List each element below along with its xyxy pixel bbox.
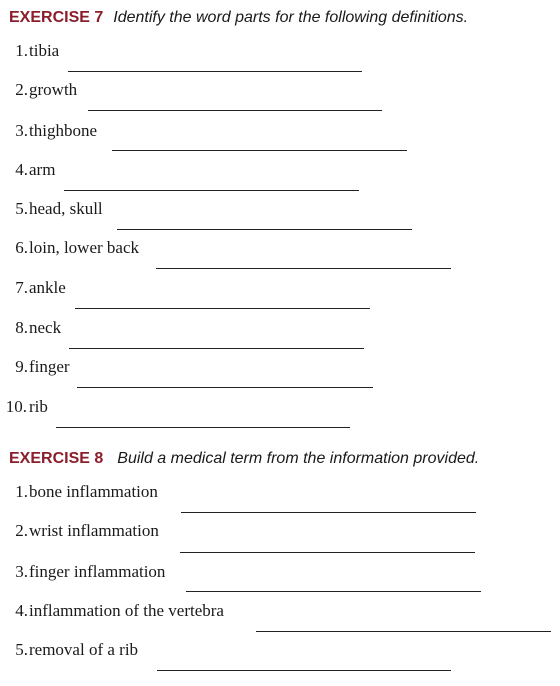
exercise-7-item-9 bbox=[0, 356, 560, 378]
exercise-7-item-2 bbox=[0, 79, 560, 101]
item-prompt: finger inflammation bbox=[29, 562, 166, 581]
item-number: 1. bbox=[15, 41, 28, 60]
answer-blank[interactable] bbox=[256, 631, 551, 632]
answer-blank[interactable] bbox=[181, 512, 476, 513]
exercise-8-item-5 bbox=[0, 639, 560, 661]
item-definition: ankle bbox=[29, 278, 66, 297]
item-number: 2. bbox=[15, 80, 28, 99]
exercise-7-item-5 bbox=[0, 198, 560, 220]
item-definition: arm bbox=[29, 160, 56, 179]
answer-blank[interactable] bbox=[157, 670, 451, 671]
answer-blank[interactable] bbox=[180, 552, 475, 553]
answer-blank[interactable] bbox=[117, 229, 412, 230]
item-number: 10. bbox=[5, 397, 27, 416]
item-number: 7. bbox=[15, 278, 28, 297]
item-definition: growth bbox=[29, 80, 78, 99]
item-number: 9. bbox=[15, 357, 28, 376]
exercise-7-item-6 bbox=[0, 237, 560, 259]
exercise-7-item-7 bbox=[0, 277, 560, 299]
exercise-7-item-3 bbox=[0, 120, 560, 142]
answer-blank[interactable] bbox=[156, 268, 451, 269]
item-number: 4. bbox=[15, 160, 28, 179]
exercise-7-item-4 bbox=[0, 159, 560, 181]
item-definition: finger bbox=[29, 357, 70, 376]
item-prompt: removal of a rib bbox=[29, 640, 139, 659]
exercise-8-item-2 bbox=[0, 520, 560, 542]
exercise-8-item-4 bbox=[0, 600, 560, 622]
item-number: 3. bbox=[15, 121, 28, 140]
exercise-8-heading bbox=[9, 449, 479, 469]
exercise-7-item-1 bbox=[0, 40, 560, 62]
item-number: 2. bbox=[15, 521, 28, 540]
item-definition: thighbone bbox=[29, 121, 97, 140]
item-definition: tibia bbox=[29, 41, 60, 60]
answer-blank[interactable] bbox=[69, 348, 364, 349]
exercise-7-label: EXERCISE 7 bbox=[9, 9, 104, 26]
exercise-7-item-10 bbox=[0, 396, 560, 418]
answer-blank[interactable] bbox=[77, 387, 373, 388]
answer-blank[interactable] bbox=[64, 190, 359, 191]
answer-blank[interactable] bbox=[186, 591, 481, 592]
item-number: 3. bbox=[15, 562, 28, 581]
answer-blank[interactable] bbox=[56, 427, 350, 428]
item-number: 5. bbox=[15, 640, 28, 659]
item-prompt: inflammation of the vertebra bbox=[29, 601, 224, 620]
item-number: 1. bbox=[15, 482, 28, 501]
exercise-8-instruction: Build a medical term from the information provided. bbox=[117, 450, 480, 467]
exercise-7-heading bbox=[9, 8, 468, 28]
item-number: 5. bbox=[15, 199, 28, 218]
item-number: 4. bbox=[15, 601, 28, 620]
answer-blank[interactable] bbox=[68, 71, 362, 72]
item-number: 6. bbox=[15, 238, 28, 257]
item-prompt: bone inflammation bbox=[29, 482, 158, 501]
answer-blank[interactable] bbox=[88, 110, 382, 111]
exercise-7-item-8 bbox=[0, 317, 560, 339]
exercise-8-item-3 bbox=[0, 561, 560, 583]
item-prompt: wrist inflammation bbox=[29, 521, 159, 540]
item-definition: neck bbox=[29, 318, 62, 337]
item-definition: rib bbox=[29, 397, 48, 416]
exercise-8-item-1 bbox=[0, 481, 560, 503]
item-definition: loin, lower back bbox=[29, 238, 139, 257]
item-number: 8. bbox=[15, 318, 28, 337]
exercise-7-instruction: Identify the word parts for the following definitions. bbox=[113, 9, 469, 26]
item-definition: head, skull bbox=[29, 199, 103, 218]
answer-blank[interactable] bbox=[112, 150, 407, 151]
exercise-8-label: EXERCISE 8 bbox=[9, 450, 104, 467]
answer-blank[interactable] bbox=[75, 308, 370, 309]
